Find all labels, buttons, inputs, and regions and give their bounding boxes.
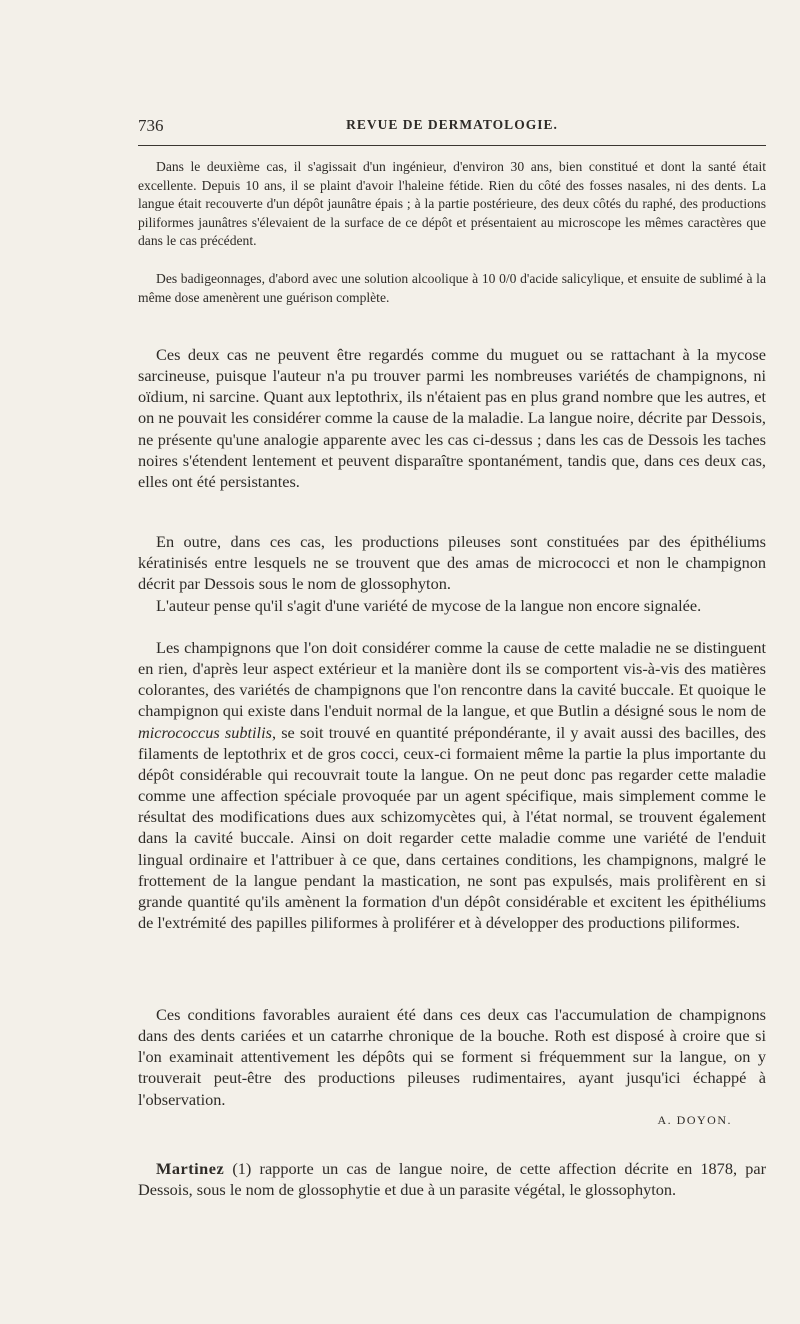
commentary-paragraph: En outre, dans ces cas, les productions pileuses sont constituées par des épithéliums kératinisés entre lesquels ne se trouvent que des amas de micrococci et non le champignon décrit par Dessois sous le nom de glossophyton. [138,532,766,594]
commentary-paragraph: Ces conditions favorables auraient été dans ces deux cas l'accumulation de champignons dans des dents cariées et un catarrhe chronique de la bouche. Roth est disposé à croire que si l'on examinait attentivement les dépôts qui se forment si fréquemment sur la langue, on y trouverait peut-être des productions pileuses rudimentaires, ayant jusqu'ici échappé à l'observation. [138,1005,766,1109]
commentary-paragraph: Ces deux cas ne peuvent être regardés comme du muguet ou se rattachant à la mycose sarcineuse, puisque l'auteur n'a pu trouver parmi les nombreuses variétés de champignons, ni oïdium, ni sarcine. Quant aux leptothrix, ils n'étaient pas en plus grand nombre que les autres, et on ne pouvait les considérer comme la cause de la maladie. La langue noire, décrite par Dessois, ne présente qu'une analogie apparente avec les cas ci-dessus ; dans les cas de Dessois les taches noires s'étendent lentement et peuvent disparaître spontanément, tandis que, dans ces deux cas, elles ont été persistantes. [138,345,766,491]
commentary-paragraph: L'auteur pense qu'il s'agit d'une variété de mycose de la langue non encore signalée. [156,596,702,615]
paragraph-text: (1) rapporte un cas de langue noire, de cette affection décrite en 1878, par Dessois, sous le nom de glossophytie et due à un parasite végétal, le glossophyton. [138,1159,766,1200]
case-paragraph: Dans le deuxième cas, il s'agissait d'un ingénieur, d'environ 30 ans, bien constitué et dont la santé était excellente. Depuis 10 ans, il se plaint d'avoir l'haleine fétide. Rien du côté des fosses nasales, ni des dents. La langue était recouverte d'un dépôt jaunâtre épais ; à la partie postérieure, des deux côtés du raphé, des productions piliformes jaunâtres s'élevaient de la surface de ce dépôt et présentaient au microscope les mêmes caractères que dans le cas précédent. [138,159,766,249]
running-title: REVUE DE DERMATOLOGIE. [346,117,558,132]
header-rule [138,145,766,146]
case-paragraph: Des badigeonnages, d'abord avec une solution alcoolique à 10 0/0 d'acide salicylique, et ensuite de sublimé à la même dose amenèrent une guérison complète. [138,271,766,305]
author-name: Martinez [156,1159,225,1178]
paragraph-text: Les champignons que l'on doit considérer comme la cause de cette maladie ne se distinguent en rien, d'après leur aspect extérieur et la manière dont ils se comportent vis-à-vis des matières colorantes, des variétés de champignons que l'on rencontre dans la cavité buccale. Et quoique le champignon qui existe dans l'enduit normal de la langue, et que Butlin a désigné sous le nom de [138,638,766,721]
martinez-paragraph [138,1158,766,1200]
paragraph-text: , se soit trouvé en quantité prépondérante, il y avait aussi des bacilles, des filaments de leptothrix et de gros cocci, ceux-ci formaient même la partie la plus importante du dépôt considérable qui recouvrait toute la langue. On ne peut donc pas regarder cette maladie comme une affection spéciale provoquée par un agent spécifique, mais simplement comme le résultat des modifications dues aux schizomycètes qui, à l'état normal, se trouvent également dans la cavité buccale. Ainsi on doit regarder cette maladie comme une variété de l'enduit lingual ordinaire et l'attribuer à ce que, dans certaines conditions, les champignons, malgré le frottement de la langue pendant la mastication, ne sont pas expulsés, mais prolifèrent en si grande quantité qu'ils amènent la formation d'un dépôt considérable et excitent les épithéliums de l'extrémité des papilles piliformes à proliférer et à développer des productions piliformes. [138,722,766,933]
species-name: micrococcus subtilis [138,722,272,742]
commentary-paragraph [138,637,766,933]
author-signature: A. DOYON. [657,1113,732,1127]
page-number: 736 [138,116,164,135]
page-header [138,116,766,138]
